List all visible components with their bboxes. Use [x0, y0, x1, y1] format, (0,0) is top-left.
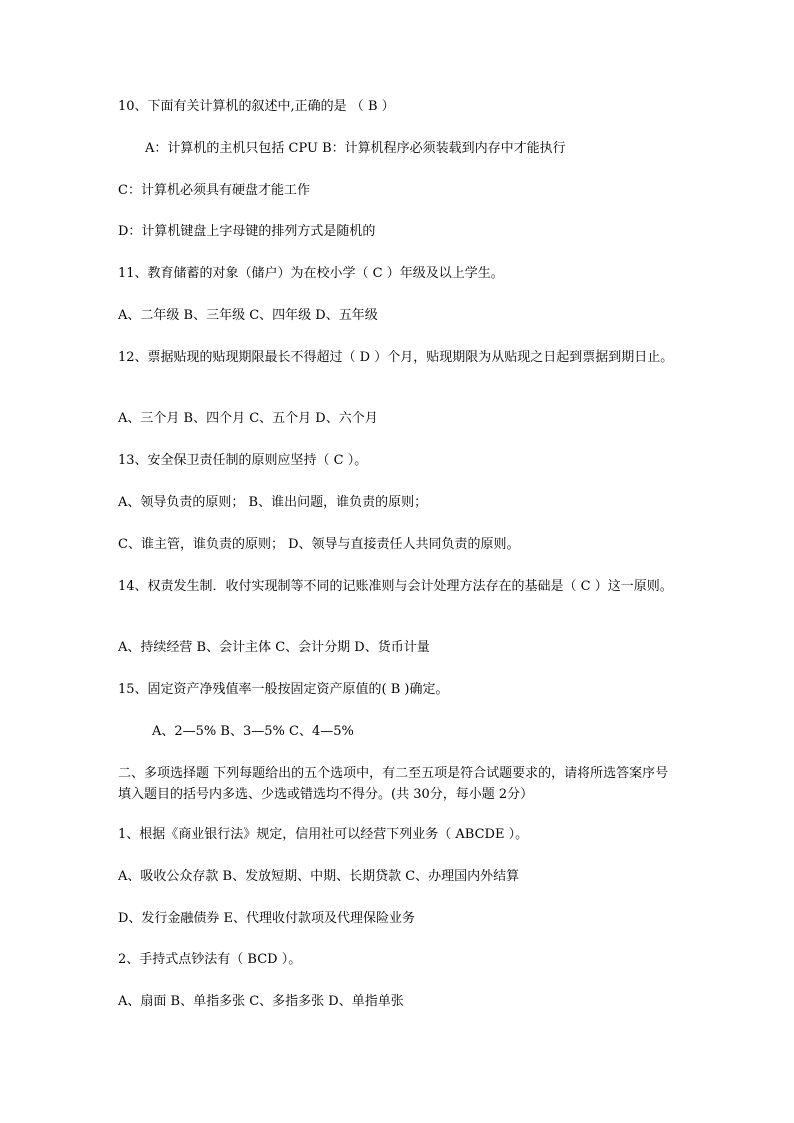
question-13-options-cd: C、谁主管，谁负责的原则； D、领导与直接责任人共同负责的原则。 [118, 537, 520, 552]
multi-question-2-options: A、扇面 B、单指多张 C、多指多张 D、单指单张 [118, 994, 404, 1009]
section-multiple-choice-heading: 二、多项选择题 下列每题给出的五个选项中，有二至五项是符合试题要求的，请将所选答案序号填入题目的括号内多选、少选或错选均不得分。(共 30分，每小题 2分） [118, 766, 669, 802]
question-12: 12、票据贴现的贴现期限最长不得超过（ D ）个月，贴现期限为从贴现之日起到票据到期日止。 [118, 350, 674, 365]
multi-question-1-options-abc: A、吸收公众存款 B、发放短期、中期、长期贷款 C、办理国内外结算 [118, 869, 520, 884]
question-11-options: A、二年级 B、三年级 C、四年级 D、五年级 [118, 308, 378, 323]
question-10: 10、下面有关计算机的叙述中,正确的是 （ B ） [118, 99, 395, 114]
question-10-options-ab: A：计算机的主机只包括 CPU B：计算机程序必须装载到内存中才能执行 [145, 141, 566, 156]
multi-question-1-options-de: D、发行金融债券 E、代理收付款项及代理保险业务 [118, 911, 416, 926]
question-12-options: A、三个月 B、四个月 C、五个月 D、六个月 [118, 411, 378, 426]
multi-question-1: 1、根据《商业银行法》规定，信用社可以经营下列业务（ ABCDE ）。 [118, 827, 529, 842]
question-15: 15、固定资产净残值率一般按固定资产原值的( B )确定。 [118, 682, 449, 697]
question-14-options: A、持续经营 B、会计主体 C、会计分期 D、货币计量 [118, 640, 430, 655]
question-15-options: A、2—5% B、3—5% C、4—5% [152, 724, 354, 739]
multi-question-2: 2、手持式点钞法有（ BCD ）。 [118, 952, 302, 967]
question-13: 13、安全保卫责任制的原则应坚持（ C ）。 [118, 453, 368, 468]
question-10-option-d: D：计算机键盘上字母键的排列方式是随机的 [118, 224, 376, 239]
question-11: 11、教育储蓄的对象（储户）为在校小学（ C ）年级及以上学生。 [118, 266, 504, 281]
question-14: 14、权责发生制．收付实现制等不同的记账准则与会计处理方法存在的基础是（ C ）这一原则。 [118, 579, 673, 594]
question-10-option-c: C：计算机必须具有硬盘才能工作 [118, 183, 310, 198]
question-13-options-ab: A、领导负责的原则； B、谁出问题，谁负责的原则； [118, 495, 428, 510]
